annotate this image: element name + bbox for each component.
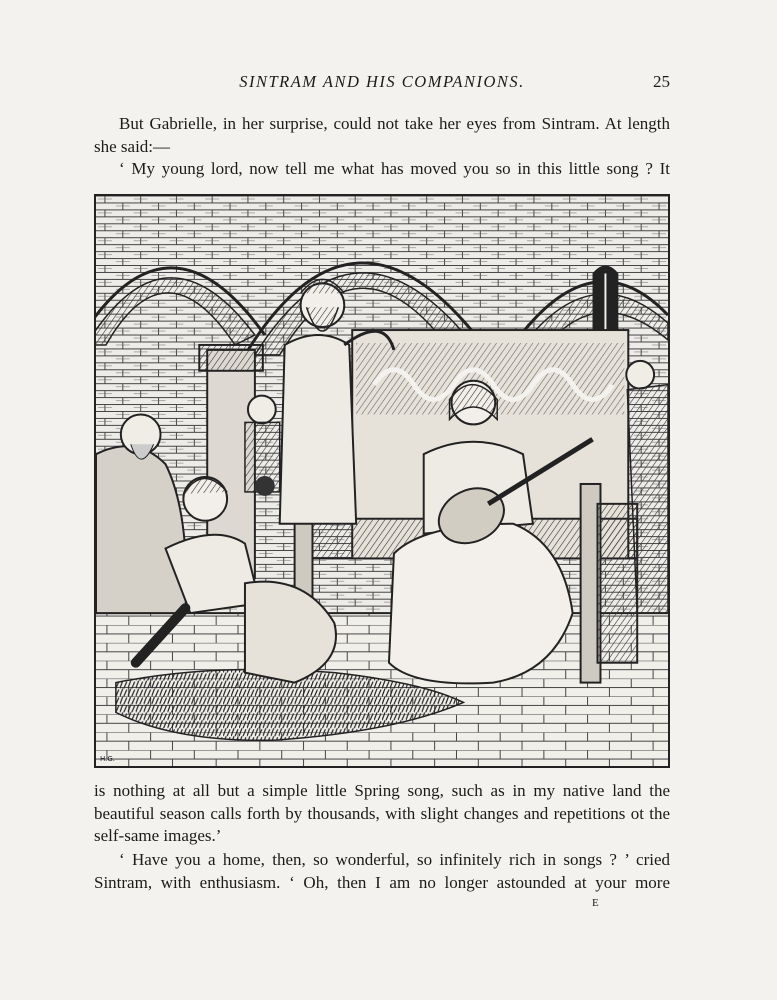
paragraph-1: But Gabrielle, in her surprise, could not take her eyes from Sintram. At length she said:—: [94, 114, 670, 156]
page-number: 25: [653, 72, 670, 91]
paragraph-4: ‘ Have you a home, then, so wonderful, so infinitely rich in songs ? ’ cried Sintram, with enthusiasm. ‘ Oh, then I am no longer astounded at your more: [94, 850, 670, 892]
running-header: [94, 72, 670, 96]
signature-mark: E: [592, 897, 600, 909]
paragraph-3: is nothing at all but a simple little Spring song, such as in my native land the beautiful season calls forth by thousands, with slight changes and repetitions ot the self-same images.’: [94, 781, 670, 845]
illustration: [94, 194, 670, 768]
running-title: SINTRAM AND HIS COMPANIONS.: [239, 72, 525, 91]
paragraph-2: ‘ My young lord, now tell me what has moved you so in this little song ? It: [119, 159, 670, 178]
illustration-engraving: [96, 196, 668, 766]
artist-monogram: H.G.: [100, 755, 116, 763]
